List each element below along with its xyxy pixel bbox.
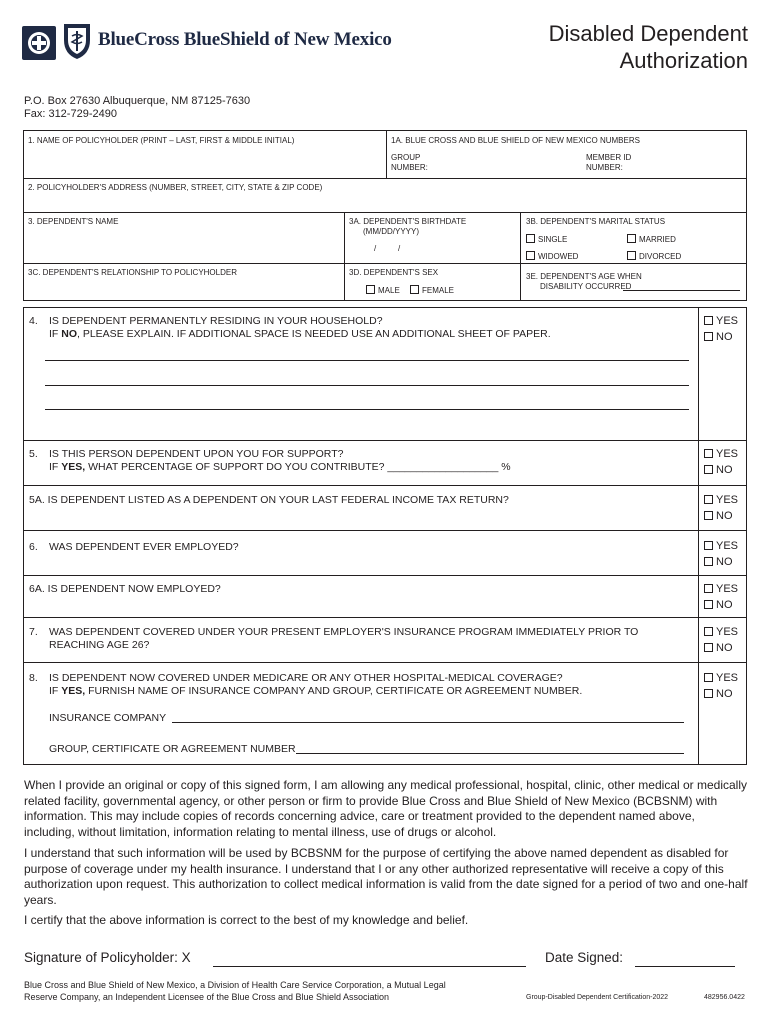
q4-no-checkbox[interactable]: NO <box>704 329 738 345</box>
group-number-field[interactable]: GROUP NUMBER: <box>391 153 428 172</box>
insurance-company-line[interactable] <box>172 722 684 723</box>
explain-line-2[interactable] <box>45 385 689 386</box>
policyholder-name-field[interactable]: 1. NAME OF POLICYHOLDER (PRINT – LAST, FIRST & MIDDLE INITIAL) <box>28 136 295 145</box>
q5-yes-no <box>704 446 738 478</box>
date-signed-line[interactable] <box>635 966 735 967</box>
question-6: 6. <box>29 541 38 553</box>
member-id-field[interactable]: MEMBER ID NUMBER: <box>586 153 632 172</box>
policyholder-address-field[interactable]: 2. POLICYHOLDER'S ADDRESS (NUMBER, STREET, CITY, STATE & ZIP CODE) <box>28 183 323 192</box>
question-5: 5. <box>29 448 38 460</box>
q7-yes-checkbox[interactable]: YES <box>704 624 738 640</box>
married-checkbox[interactable]: MARRIED <box>627 234 676 245</box>
logo <box>22 18 392 62</box>
form-code: 482956.0422 <box>704 994 745 1001</box>
checkbox-icon[interactable] <box>627 234 636 243</box>
explain-line-1[interactable] <box>45 360 689 361</box>
certification-statement: I certify that the above information is correct to the best of my knowledge and belief. <box>24 913 469 927</box>
explain-line-3[interactable] <box>45 409 689 410</box>
q4-yes-checkbox[interactable]: YES <box>704 313 738 329</box>
single-checkbox[interactable]: SINGLE <box>526 234 567 245</box>
q6a-no-checkbox[interactable]: NO <box>704 597 738 613</box>
checkbox-icon[interactable] <box>526 251 535 260</box>
q5a-yes-checkbox[interactable]: YES <box>704 492 738 508</box>
group-certificate-label: GROUP, CERTIFICATE OR AGREEMENT NUMBER <box>49 743 296 755</box>
q7-yes-no <box>704 624 738 656</box>
age-disability-field[interactable]: 3E. DEPENDENT'S AGE WHEN DISABILITY OCCURRED <box>526 272 642 291</box>
group-certificate-line[interactable] <box>296 753 684 754</box>
question-7: 7. <box>29 626 38 638</box>
blue-shield-icon <box>62 20 92 60</box>
question-8-text: IS DEPENDENT NOW COVERED UNDER MEDICARE OR ANY OTHER HOSPITAL-MEDICAL COVERAGE? IF YES, FURNISH NAME OF INSURANCE COMPANY AND GROUP, CERTIFICATE OR AGREEMENT NUMBER. <box>49 672 583 697</box>
sex-label: 3D. DEPENDENT'S SEX <box>349 268 439 277</box>
question-8: 8. <box>29 672 38 684</box>
q5-yes-checkbox[interactable]: YES <box>704 446 738 462</box>
authorization-paragraph-1: When I provide an original or copy of this signed form, I am allowing any medical professional, hospital, clinic, other medical or medically related facility, governmental agency, or other person or firm to provide Blue Cross and Blue Shield of New Mexico (BCBSNM) with information. This may include copies of records concerning advice, care or treatment provided to the dependent named above, including, without limitation, information relating to mental illness, use of drugs or alcohol. <box>24 778 748 839</box>
checkbox-icon[interactable] <box>704 673 713 682</box>
bcbsnm-numbers-label: 1A. BLUE CROSS AND BLUE SHIELD OF NEW MEXICO NUMBERS <box>391 136 640 145</box>
question-4-text: IS DEPENDENT PERMANENTLY RESIDING IN YOUR HOUSEHOLD? IF NO, PLEASE EXPLAIN. IF ADDITIONAL SPACE IS NEEDED USE AN ADDITIONAL SHEET OF PAPER. <box>49 315 551 340</box>
legal-footer: Blue Cross and Blue Shield of New Mexico, a Division of Health Care Service Corporation, a Mutual Legal Reserve Company, an Independent Licensee of the Blue Cross and Blue Shield Association <box>24 980 446 1002</box>
question-6a: 6A. IS DEPENDENT NOW EMPLOYED? <box>29 583 221 595</box>
blue-cross-icon <box>22 20 58 60</box>
dependent-name-field[interactable]: 3. DEPENDENT'S NAME <box>28 217 119 226</box>
divorced-checkbox[interactable]: DIVORCED <box>627 251 681 262</box>
q6-yes-no <box>704 538 738 570</box>
q8-no-checkbox[interactable]: NO <box>704 686 738 702</box>
checkbox-icon[interactable] <box>627 251 636 260</box>
checkbox-icon[interactable] <box>704 600 713 609</box>
signature-line[interactable] <box>213 966 526 967</box>
q6-no-checkbox[interactable]: NO <box>704 554 738 570</box>
relationship-field[interactable]: 3C. DEPENDENT'S RELATIONSHIP TO POLICYHOLDER <box>28 268 237 277</box>
q6a-yes-checkbox[interactable]: YES <box>704 581 738 597</box>
checkbox-icon[interactable] <box>526 234 535 243</box>
birthdate-field[interactable]: 3A. DEPENDENT'S BIRTHDATE (MM/DD/YYYY) <box>349 217 467 236</box>
mailing-address: P.O. Box 27630 Albuquerque, NM 87125-7630 Fax: 312-729-2490 <box>24 95 251 120</box>
q5a-yes-no <box>704 492 738 524</box>
checkbox-icon[interactable] <box>704 557 713 566</box>
question-5a: 5A. IS DEPENDENT LISTED AS A DEPENDENT ON YOUR LAST FEDERAL INCOME TAX RETURN? <box>29 494 509 506</box>
checkbox-icon[interactable] <box>704 511 713 520</box>
q6-yes-checkbox[interactable]: YES <box>704 538 738 554</box>
page-title: Disabled Dependent Authorization <box>548 21 748 73</box>
q5-no-checkbox[interactable]: NO <box>704 462 738 478</box>
checkbox-icon[interactable] <box>704 495 713 504</box>
question-4: 4. <box>29 315 38 327</box>
form-name: Group-Disabled Dependent Certification-2022 <box>526 994 669 1001</box>
checkbox-icon[interactable] <box>704 689 713 698</box>
question-5-text: IS THIS PERSON DEPENDENT UPON YOU FOR SUPPORT? IF YES, WHAT PERCENTAGE OF SUPPORT DO YOU CONTRIBUTE? ___________________ % <box>49 448 511 473</box>
authorization-paragraph-2: I understand that such information will be used by BCBSNM for the purpose of certifying the above named dependent as disabled for purpose of coverage under my health insurance. I understand that I or any other authorized representative will receive a copy of this authorization upon request. This authorization to collect medical information is valid from the date signed for a period of two and one-half years. <box>24 846 748 907</box>
checkbox-icon[interactable] <box>704 541 713 550</box>
marital-status-label: 3B. DEPENDENT'S MARITAL STATUS <box>526 217 666 226</box>
insurance-company-label: INSURANCE COMPANY <box>49 712 167 724</box>
q4-yes-no <box>704 313 738 345</box>
date-signed-label: Date Signed: <box>545 950 624 965</box>
checkbox-icon[interactable] <box>704 627 713 636</box>
male-checkbox[interactable]: MALE <box>366 285 400 296</box>
checkbox-icon[interactable] <box>704 584 713 593</box>
female-checkbox[interactable]: FEMALE <box>410 285 454 296</box>
q8-yes-no <box>704 670 738 702</box>
q8-yes-checkbox[interactable]: YES <box>704 670 738 686</box>
checkbox-icon[interactable] <box>704 316 713 325</box>
widowed-checkbox[interactable]: WIDOWED <box>526 251 578 262</box>
brand-name: BlueCross BlueShield of New Mexico <box>98 29 392 50</box>
checkbox-icon[interactable] <box>410 285 419 294</box>
checkbox-icon[interactable] <box>704 332 713 341</box>
q7-no-checkbox[interactable]: NO <box>704 640 738 656</box>
checkbox-icon[interactable] <box>366 285 375 294</box>
q5a-no-checkbox[interactable]: NO <box>704 508 738 524</box>
checkbox-icon[interactable] <box>704 465 713 474</box>
question-6-text: WAS DEPENDENT EVER EMPLOYED? <box>49 541 239 553</box>
q6a-yes-no <box>704 581 738 613</box>
signature-label: Signature of Policyholder: X <box>24 950 191 965</box>
checkbox-icon[interactable] <box>704 449 713 458</box>
checkbox-icon[interactable] <box>704 643 713 652</box>
question-7-text: WAS DEPENDENT COVERED UNDER YOUR PRESENT EMPLOYER'S INSURANCE PROGRAM IMMEDIATELY PRIOR TO REACHING AGE 26? <box>49 626 639 651</box>
age-disability-line[interactable] <box>623 290 740 291</box>
